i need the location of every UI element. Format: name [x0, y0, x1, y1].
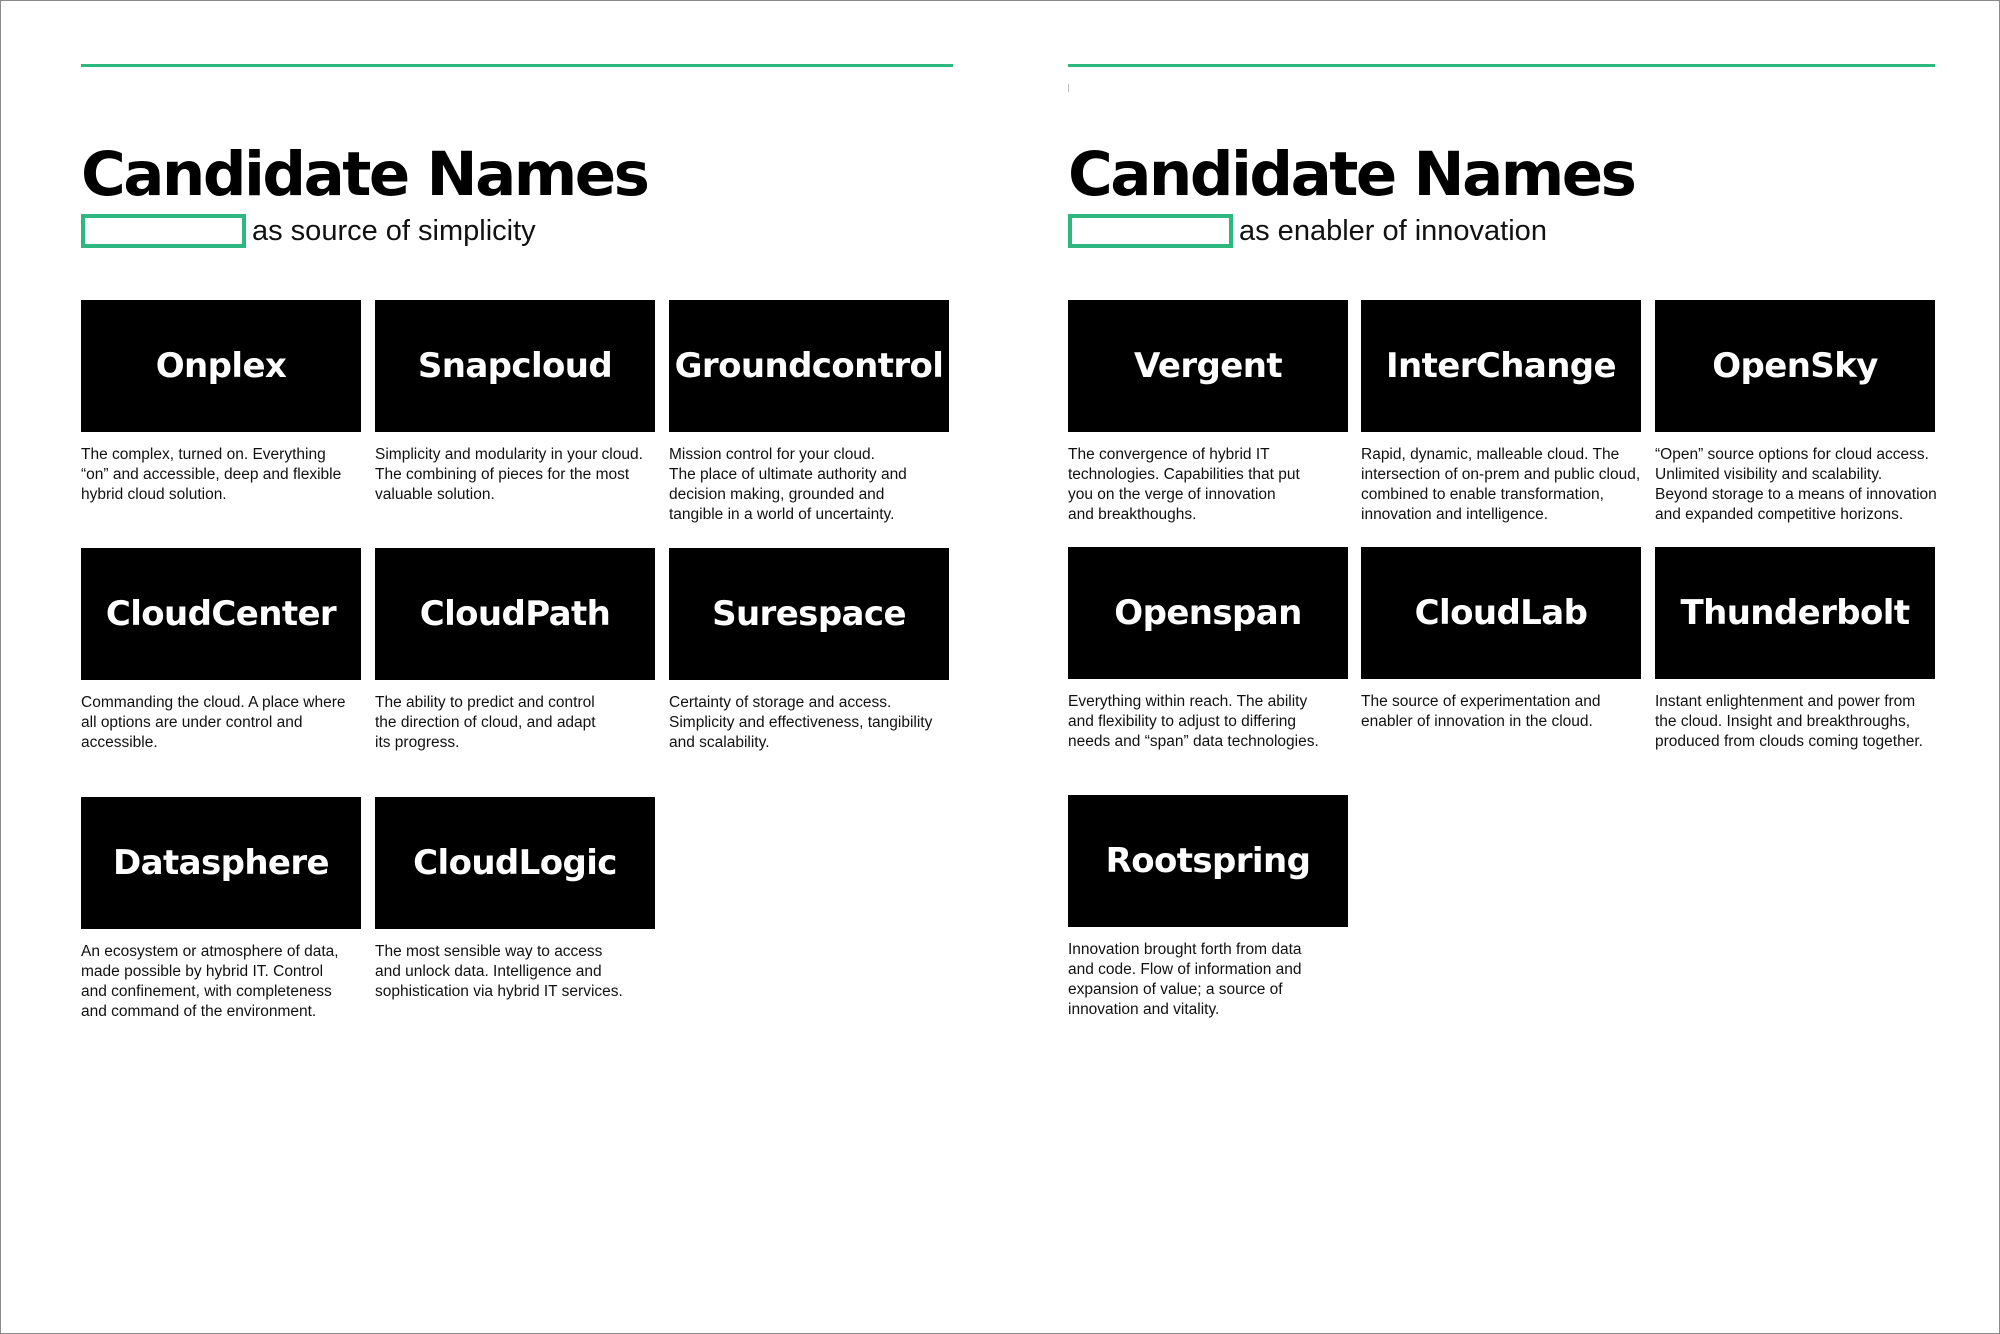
candidate-card — [1655, 300, 1935, 525]
candidate-name-box — [669, 548, 949, 680]
candidate-name: Surespace — [712, 594, 906, 634]
candidate-name-box — [1068, 300, 1348, 432]
top-rule — [1068, 64, 1935, 67]
candidate-name-box — [1361, 300, 1641, 432]
candidate-name-box — [375, 797, 655, 929]
candidate-description: The convergence of hybrid IT technologies. Capabilities that put you on the verge of innovation and breakthoughs. — [1068, 446, 1300, 523]
candidate-description: Rapid, dynamic, malleable cloud. The intersection of on-prem and public cloud, combined to enable transformation, innovation and intelligence. — [1361, 446, 1641, 523]
candidate-name: OpenSky — [1712, 346, 1878, 386]
candidate-name: Snapcloud — [417, 346, 613, 386]
candidate-name: CloudLab — [1414, 593, 1588, 633]
candidate-name: Openspan — [1114, 593, 1302, 633]
candidate-description: Certainty of storage and access. Simplicity and effectiveness, tangibility and scalability. — [669, 694, 933, 751]
candidate-description: Innovation brought forth from data and code. Flow of information and expansion of value; a source of innovation and vitality. — [1068, 941, 1302, 1018]
name-placeholder-box — [1068, 214, 1233, 248]
candidate-name-box — [1361, 547, 1641, 679]
crop-mark — [1068, 84, 1069, 92]
candidate-name-box — [375, 300, 655, 432]
candidate-description: The complex, turned on. Everything “on” and accessible, deep and flexible hybrid cloud solution. — [81, 446, 342, 503]
candidate-description: Instant enlightenment and power from the cloud. Insight and breakthroughs, produced from clouds coming together. — [1655, 693, 1923, 750]
candidate-name: InterChange — [1385, 346, 1617, 386]
candidate-name: Thunderbolt — [1680, 593, 1910, 633]
subtitle-row — [1068, 213, 1547, 249]
page-title: Candidate Names — [1068, 139, 1635, 210]
panel-innovation — [1068, 0, 1935, 1334]
panel-simplicity — [81, 0, 953, 1334]
candidate-card — [1361, 547, 1641, 732]
candidate-description: Mission control for your cloud. The place of ultimate authority and decision making, grounded and tangible in a world of uncertainty. — [669, 446, 907, 523]
candidate-description: Everything within reach. The ability and flexibility to adjust to differing needs and “span” data technologies. — [1068, 693, 1319, 750]
candidate-name-box — [1068, 795, 1348, 927]
candidate-name: Onplex — [155, 346, 287, 386]
candidate-description: “Open” source options for cloud access. Unlimited visibility and scalability. Beyond storage to a means of innovation and expanded competitive horizons. — [1655, 446, 1937, 523]
page-title: Candidate Names — [81, 139, 648, 210]
candidate-name-box — [669, 300, 949, 432]
candidate-description: Commanding the cloud. A place where all options are under control and accessible. — [81, 694, 346, 751]
candidate-name-box — [81, 300, 361, 432]
name-placeholder-box — [81, 214, 246, 248]
top-rule — [81, 64, 953, 67]
candidate-name: Rootspring — [1105, 841, 1311, 881]
subtitle-row — [81, 213, 536, 249]
candidate-card — [375, 548, 655, 753]
candidate-card — [1361, 300, 1641, 525]
candidate-card — [669, 548, 949, 753]
candidate-card — [81, 797, 361, 1022]
candidate-description: Simplicity and modularity in your cloud. The combining of pieces for the most valuable solution. — [375, 446, 643, 503]
page-subtitle: as source of simplicity — [252, 215, 536, 247]
candidate-name-box — [81, 548, 361, 680]
candidate-description: The most sensible way to access and unlock data. Intelligence and sophistication via hybrid IT services. — [375, 943, 623, 1000]
candidate-card — [81, 300, 361, 505]
candidate-name: Datasphere — [112, 843, 330, 883]
candidate-name-box — [1655, 547, 1935, 679]
candidate-name: CloudPath — [419, 594, 611, 634]
candidate-card — [669, 300, 949, 525]
candidate-name-box — [375, 548, 655, 680]
candidate-card — [375, 300, 655, 505]
candidate-name: Vergent — [1134, 346, 1282, 386]
candidate-description: The source of experimentation and enabler of innovation in the cloud. — [1361, 693, 1601, 730]
candidate-name: CloudLogic — [413, 843, 617, 883]
candidate-name-box — [1655, 300, 1935, 432]
candidate-card — [1068, 300, 1348, 525]
candidate-card — [1068, 795, 1348, 1020]
candidate-name-box — [1068, 547, 1348, 679]
page-subtitle: as enabler of innovation — [1239, 215, 1547, 247]
candidate-card — [375, 797, 655, 1002]
candidate-card — [1655, 547, 1935, 752]
candidate-name: Groundcontrol — [674, 346, 944, 386]
candidate-name: CloudCenter — [105, 594, 337, 634]
candidate-description: An ecosystem or atmosphere of data, made possible by hybrid IT. Control and confinement, with completeness and command of the environment. — [81, 943, 339, 1020]
candidate-card — [81, 548, 361, 753]
candidate-name-box — [81, 797, 361, 929]
candidate-description: The ability to predict and control the direction of cloud, and adapt its progress. — [375, 694, 596, 751]
candidate-card — [1068, 547, 1348, 752]
